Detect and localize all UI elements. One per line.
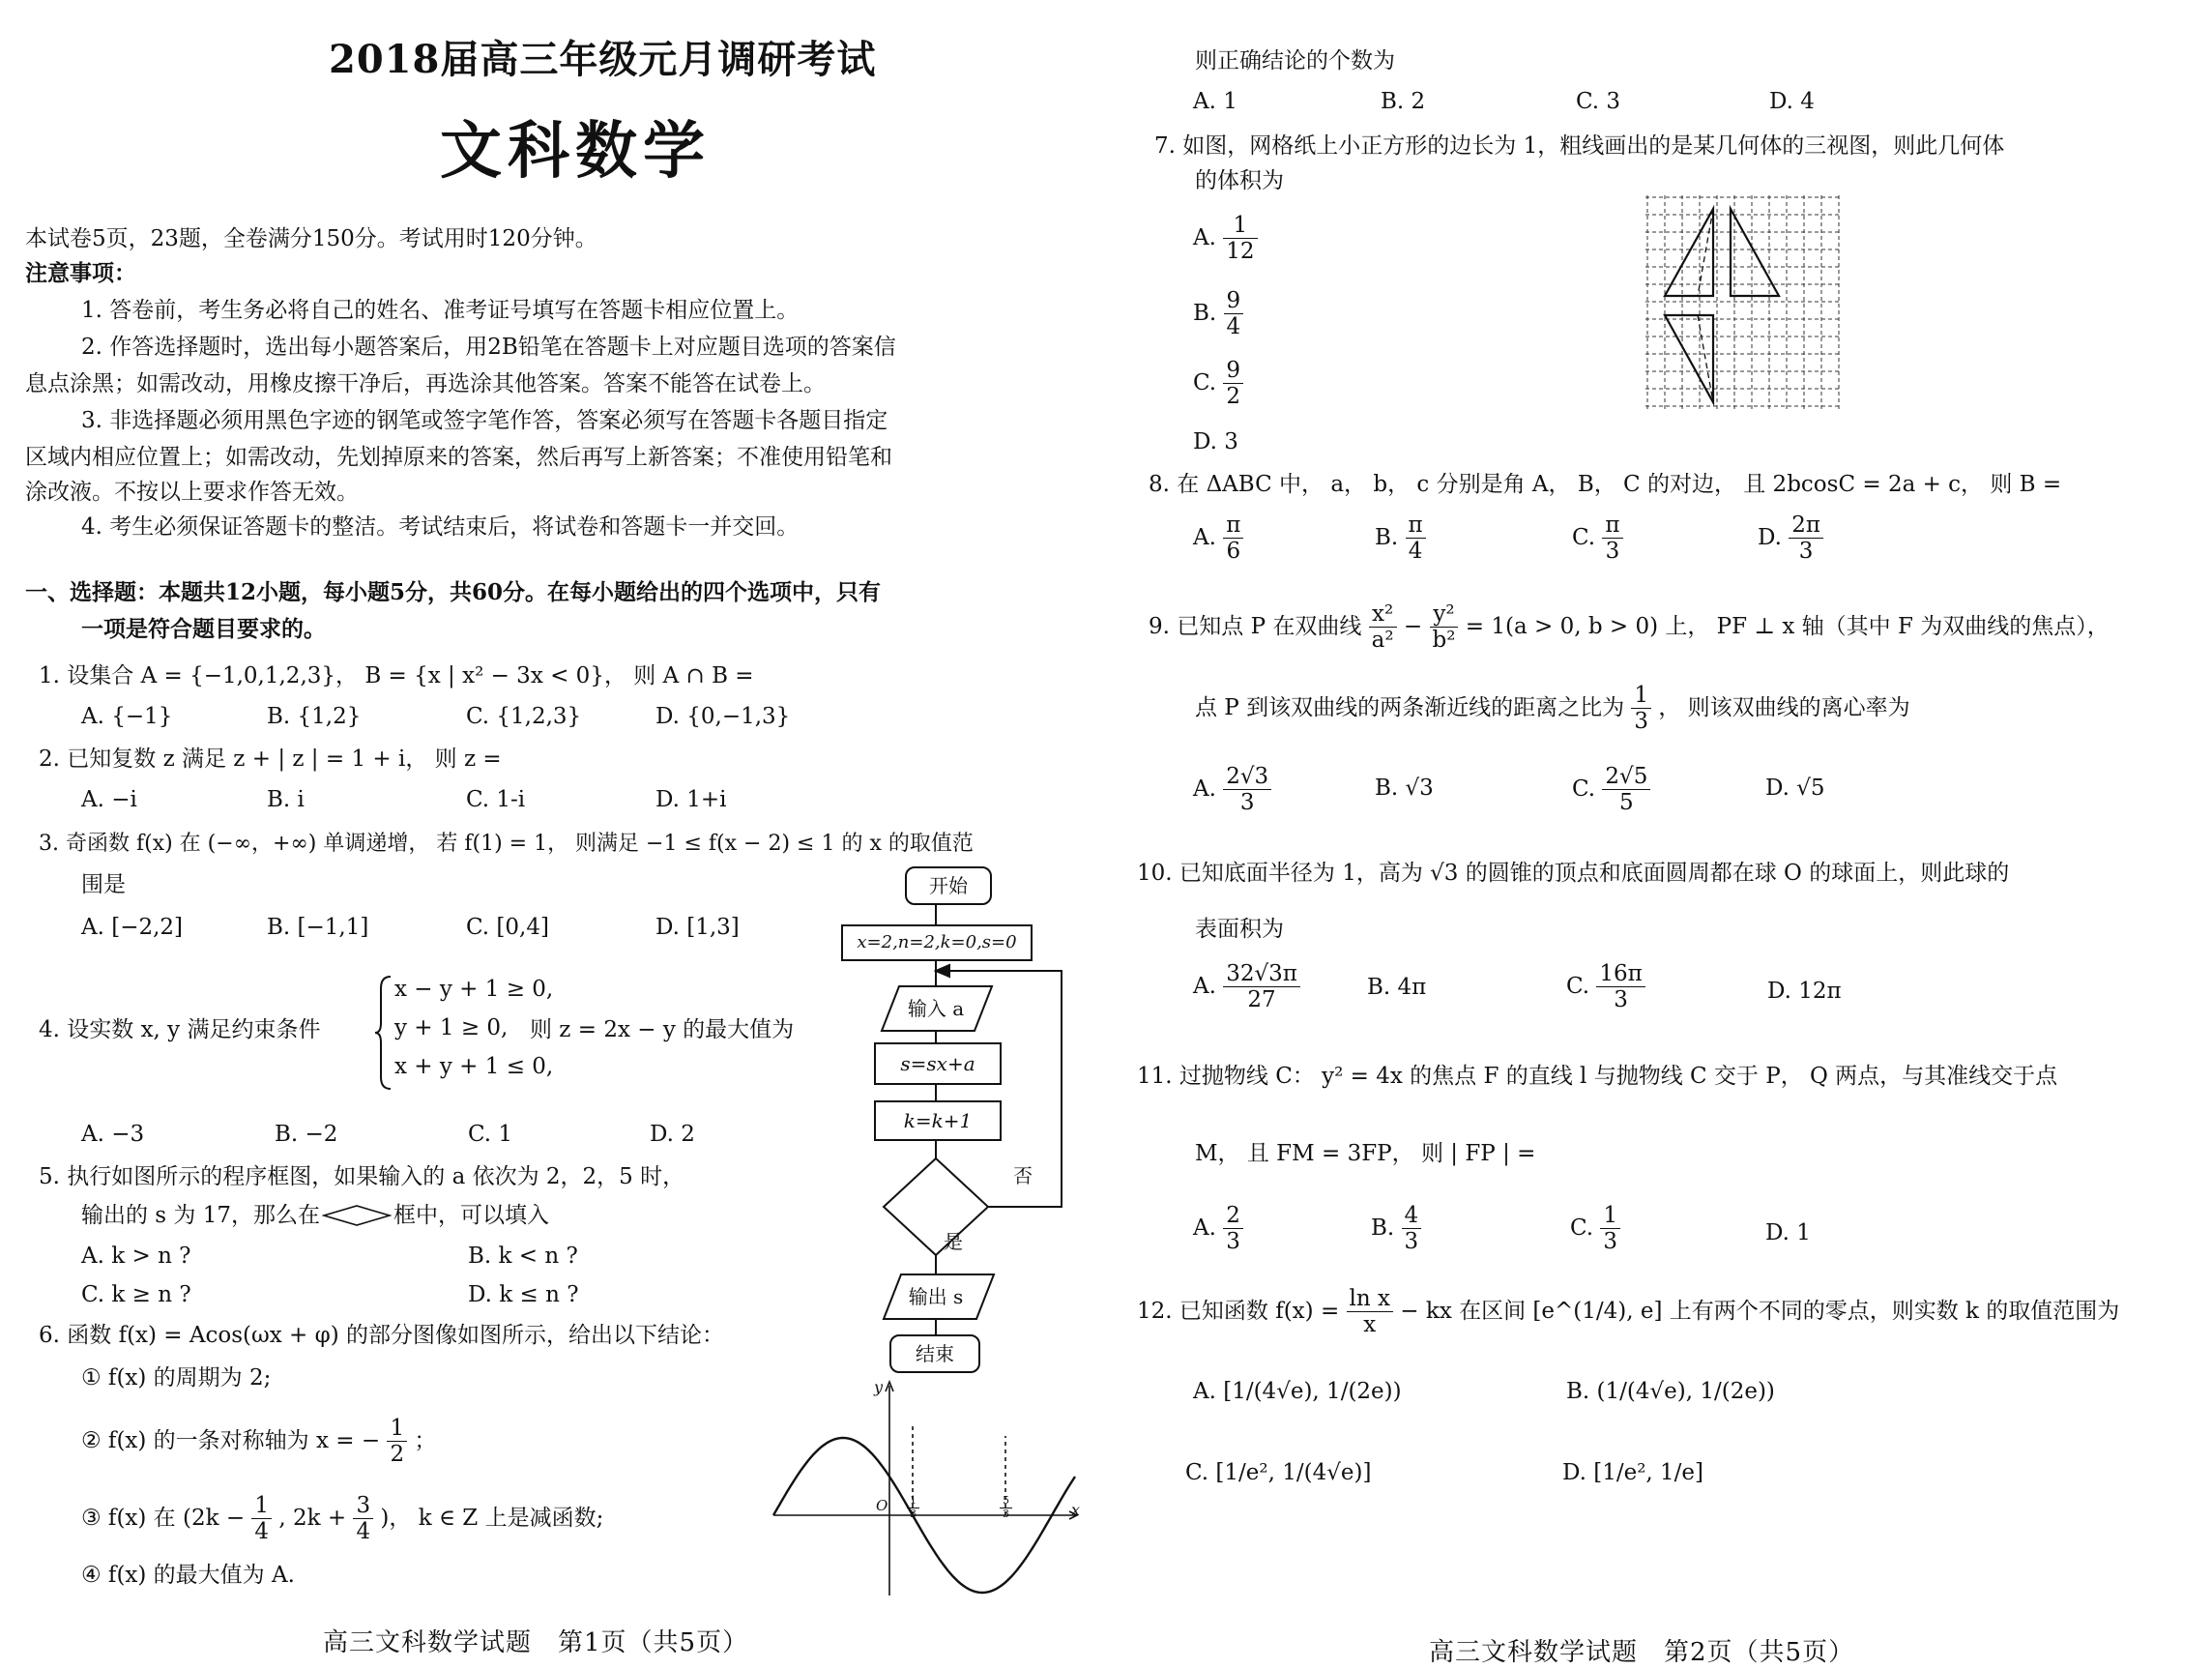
q11-b-label: B.: [1371, 1215, 1395, 1241]
diamond-box-icon: [322, 1204, 392, 1227]
notice-3c: 涂改液。不按以上要求作答无效。: [25, 480, 359, 505]
question-10: 10. 已知底面半径为 1，高为 √3 的圆锥的顶点和底面圆周都在球 O 的球面上，则此球的: [1137, 861, 2010, 886]
q4-objective: 则 z = 2x − y 的最大值为: [530, 1017, 795, 1042]
question-6: 6. 函数 f(x) = Acos(ωx + φ) 的部分图像如图所示，给出以下结论：: [39, 1323, 725, 1348]
q7-option-d: D. 3: [1193, 429, 1238, 454]
q10-c-label: C.: [1566, 973, 1590, 999]
q9-fraction-x: [1369, 601, 1397, 654]
q11-c-fraction: [1600, 1203, 1620, 1255]
q8-d-den: 3: [1798, 539, 1814, 565]
q6-3-fraction-2: [353, 1493, 373, 1545]
q6-3-num1: 1: [251, 1493, 272, 1519]
q9-a-label: A.: [1193, 776, 1216, 802]
q6-2-end: ；: [414, 1427, 437, 1453]
q8-d-label: D.: [1758, 524, 1782, 550]
graph-tick-2-num: 5: [1000, 1495, 1012, 1508]
q8-option-c: [1572, 512, 1623, 565]
q1-option-c: C. {1,2,3}: [466, 704, 582, 729]
q6-3-den1: 4: [254, 1519, 270, 1545]
q6-3-mid: , 2k +: [278, 1505, 347, 1531]
question-7: 7. 如图，网格纸上小正方形的边长为 1，粗线画出的是某几何体的三视图，则此几何体: [1154, 133, 2005, 159]
q11-a-fraction: [1223, 1203, 1243, 1255]
q1-option-a: A. {−1}: [81, 704, 173, 729]
q8-c-fraction: [1602, 512, 1622, 565]
q12-text-end: − kx 在区间 [e^(1/4), e] 上有两个不同的零点，则实数 k 的取值范围为: [1400, 1298, 2120, 1324]
q11-c-label: C.: [1570, 1215, 1594, 1241]
q10-option-b: [1367, 975, 1426, 1000]
q6-option-c: C. 3: [1576, 89, 1621, 114]
notice-2b: 息点涂黑；如需改动，用橡皮擦干净后，再选涂其他答案。答案不能答在试卷上。: [25, 371, 826, 396]
cosine-graph-plot: [770, 1378, 1089, 1600]
flow-update-s: s=sx+a: [874, 1042, 1002, 1085]
q11-option-a: [1193, 1203, 1243, 1255]
q9-d-value: √5: [1796, 776, 1825, 801]
q10-d-label: D.: [1767, 979, 1791, 1004]
q6-statement-1: ① f(x) 的周期为 2;: [81, 1365, 272, 1391]
q11-b-den: 3: [1404, 1229, 1419, 1255]
q9-c-label: C.: [1572, 776, 1596, 802]
q7-c-den: 2: [1226, 384, 1241, 410]
q5-option-c: C. k ≥ n ?: [81, 1282, 191, 1307]
q4-constraint-1: x − y + 1 ≥ 0,: [394, 977, 554, 1002]
q4-option-a: A. −3: [81, 1122, 145, 1147]
exam-page-2: [1112, 0, 2212, 1669]
q8-a-label: A.: [1193, 524, 1216, 550]
graph-tick-1-fraction: [907, 1495, 919, 1520]
section-heading: 一、选择题：本题共12小题，每小题5分，共60分。在每小题给出的四个选项中，只有: [25, 579, 882, 605]
q5-text-before: 输出的 s 为 17，那么在: [81, 1203, 321, 1228]
q3-option-a: A. [−2,2]: [81, 915, 184, 940]
exam-title: 2018届高三年级元月调研考试: [329, 37, 877, 82]
q9-c-num: 2√5: [1602, 764, 1650, 790]
q7-a-fraction: [1223, 213, 1257, 265]
q9-option-d: [1765, 776, 1825, 801]
q6-option-b: B. 2: [1381, 89, 1426, 114]
q9-fraction-y: [1430, 601, 1459, 654]
q1-option-b: B. {1,2}: [267, 704, 362, 729]
q10-option-d: [1767, 979, 1842, 1004]
q9-option-c: [1572, 764, 1650, 816]
graph-x-label: x: [1071, 1501, 1081, 1519]
q10-option-c: [1566, 961, 1645, 1013]
q10-c-den: 3: [1614, 987, 1628, 1013]
q4-constraint-2: y + 1 ≥ 0,: [394, 1015, 509, 1040]
q6-3-num2: 3: [353, 1493, 373, 1519]
question-1: 1. 设集合 A = {−1,0,1,2,3}， B = {x | x² − 3x < 0}， 则 A ∩ B =: [39, 663, 754, 688]
q10-c-fraction: [1596, 961, 1644, 1013]
q8-c-label: C.: [1572, 524, 1596, 550]
q5-option-a: A. k > n ?: [81, 1244, 191, 1269]
graph-origin-label: O: [876, 1497, 888, 1514]
question-9: [1149, 601, 2110, 654]
q9-minus: −: [1403, 613, 1423, 639]
flow-start: 开始: [905, 866, 992, 905]
subject-title: 文科数学: [440, 115, 711, 188]
q1-option-d: D. {0,−1,3}: [655, 704, 791, 729]
q11-a-label: A.: [1193, 1215, 1216, 1241]
notice-3b: 区域内相应位置上；如需改动，先划掉原来的答案，然后再写上新答案；不准使用铅笔和: [25, 445, 892, 470]
q6-option-a: A. 1: [1193, 89, 1237, 114]
q9-text-end: = 1(a > 0, b > 0) 上， PF ⊥ x 轴（其中 F 为双曲线的焦点），: [1465, 613, 2110, 639]
grid-lines: [1645, 195, 1841, 412]
q7-option-a: [1193, 213, 1258, 265]
notice-2a: 2. 作答选择题时，选出每小题答案后，用2B铅笔在答题卡上对应题目选项的答案信: [81, 335, 896, 360]
graph-tick-1-num: 1: [907, 1495, 919, 1508]
question-7-cont: 的体积为: [1195, 168, 1284, 193]
q9-option-b: [1375, 776, 1434, 801]
q4-option-d: D. 2: [650, 1122, 695, 1147]
q12-text: 12. 已知函数 f(x) =: [1137, 1298, 1340, 1324]
q8-c-num: π: [1602, 512, 1622, 539]
q8-a-num: π: [1223, 512, 1243, 539]
brace-icon: [375, 975, 393, 1091]
q9-a-num: 2√3: [1223, 764, 1271, 790]
q8-b-num: π: [1406, 512, 1426, 539]
q9-y-den: b²: [1432, 628, 1456, 654]
q3-option-c: C. [0,4]: [466, 915, 549, 940]
q9-a-den: 3: [1239, 790, 1255, 816]
q9-a-fraction: [1223, 764, 1271, 816]
flow-yes-label: 是: [944, 1230, 963, 1253]
q6-2-den: 2: [390, 1442, 405, 1468]
q12-option-d: D. [1/e², 1/e]: [1562, 1460, 1704, 1485]
question-4: 4. 设实数 x, y 满足约束条件: [39, 1017, 321, 1042]
q5-option-b: B. k < n ?: [468, 1244, 578, 1269]
q11-d-label: D.: [1765, 1220, 1790, 1245]
flow-input: 输入 a: [907, 997, 965, 1020]
q10-a-label: A.: [1193, 973, 1216, 999]
graph-tick-2-fraction: [1000, 1495, 1012, 1520]
question-11: 11. 过抛物线 C： y² = 4x 的焦点 F 的直线 l 与抛物线 C 交于 P， Q 两点，与其准线交于点: [1137, 1064, 2058, 1089]
exam-intro: 本试卷5页，23题，全卷满分150分。考试用时120分钟。: [25, 226, 597, 251]
graph-tick-2-den: 3: [1003, 1507, 1009, 1520]
q5-option-d: D. k ≤ n ?: [468, 1282, 579, 1307]
q9-x-den: a²: [1371, 628, 1394, 654]
q10-a-den: 27: [1247, 987, 1276, 1013]
graph-y-label: y: [874, 1378, 884, 1396]
q11-c-den: 3: [1603, 1229, 1618, 1255]
section-heading-cont: 一项是符合题目要求的。: [81, 616, 326, 642]
question-10-cont: 表面积为: [1195, 917, 1284, 942]
q7-b-den: 4: [1226, 314, 1241, 340]
q6-3-fraction-1: [251, 1493, 272, 1545]
question-5-cont: [81, 1201, 549, 1230]
notice-3a: 3. 非选择题必须用黑色字迹的钢笔或签字笔作答，答案必须写在答题卡各题目指定: [81, 408, 888, 433]
q8-b-fraction: [1406, 512, 1426, 565]
q8-d-fraction: [1789, 512, 1823, 565]
q7-a-label: A.: [1193, 224, 1216, 250]
q4-option-b: B. −2: [275, 1122, 338, 1147]
q7-b-num: 9: [1224, 288, 1244, 314]
q9-y-num: y²: [1430, 601, 1459, 628]
q2-option-b: B. i: [267, 787, 305, 812]
q5-text-after: 框中，可以填入: [393, 1203, 550, 1228]
page-2-footer: 高三文科数学试题 第2页（共5页）: [1429, 1638, 1855, 1667]
q7-c-num: 9: [1223, 358, 1243, 384]
notice-heading: 注意事项：: [25, 260, 136, 286]
q6-2-fraction: [387, 1416, 407, 1468]
q11-option-b: [1371, 1203, 1421, 1255]
question-8: 8. 在 ΔABC 中， a， b， c 分别是角 A， B， C 的对边， 且 2bcosC = 2a + c， 则 B =: [1149, 472, 2062, 497]
flow-output: 输出 s: [908, 1285, 964, 1308]
q11-b-num: 4: [1402, 1203, 1422, 1229]
question-6-tail: 则正确结论的个数为: [1195, 48, 1395, 73]
graph-tick-2: [1000, 1495, 1012, 1520]
q7-b-label: B.: [1193, 300, 1217, 326]
q6-statement-3: [81, 1493, 603, 1545]
q7-option-c: [1193, 358, 1243, 410]
q9-d-label: D.: [1765, 776, 1790, 801]
q9-c-fraction: [1602, 764, 1650, 816]
q10-d-value: 12π: [1798, 979, 1842, 1004]
q11-a-num: 2: [1223, 1203, 1243, 1229]
question-3-cont: 围是: [81, 872, 126, 897]
question-11-cont: M， 且 FM = 3FP， 则 | FP | =: [1195, 1141, 1536, 1166]
graph-tick-1: [907, 1495, 919, 1520]
q2-option-c: C. 1-i: [466, 787, 526, 812]
q10-c-num: 16π: [1596, 961, 1644, 987]
flow-no-label: 否: [1013, 1164, 1033, 1187]
q8-a-den: 6: [1226, 539, 1241, 565]
q12-den: x: [1363, 1312, 1377, 1338]
q9-c-den: 5: [1619, 790, 1634, 816]
q7-c-fraction: [1223, 358, 1243, 410]
q4-constraint-3: x + y + 1 ≤ 0,: [394, 1054, 554, 1079]
q7-a-num: 1: [1223, 213, 1257, 239]
q7-a-den: 12: [1226, 239, 1255, 265]
notice-1: 1. 答卷前，考生务必将自己的姓名、准考证号填写在答题卡相应位置上。: [81, 298, 800, 323]
q7-b-fraction: [1224, 288, 1244, 340]
q8-c-den: 3: [1605, 539, 1620, 565]
q12-option-c: C. [1/e², 1/(4√e)]: [1185, 1460, 1372, 1485]
q9b-den: 3: [1634, 709, 1649, 735]
q12-num: ln x: [1347, 1286, 1393, 1312]
q10-option-a: [1193, 961, 1300, 1013]
q9-b-label: B.: [1375, 776, 1399, 801]
q2-option-d: D. 1+i: [655, 787, 727, 812]
q9-x-num: x²: [1369, 601, 1397, 628]
q10-a-fraction: [1223, 961, 1300, 1013]
graph-tick-1-den: 3: [910, 1507, 917, 1520]
q3-option-d: D. [1,3]: [655, 915, 740, 940]
q8-b-label: B.: [1375, 524, 1399, 550]
q9b-text: 点 P 到该双曲线的两条渐近线的距离之比为: [1195, 694, 1625, 720]
three-view-figure: [1642, 191, 1845, 416]
notice-4: 4. 考生必须保证答题卡的整洁。考试结束后，将试卷和答题卡一并交回。: [81, 514, 800, 540]
q11-a-den: 3: [1226, 1229, 1240, 1255]
q12-option-a: A. [1/(4√e), 1/(2e)): [1193, 1379, 1402, 1404]
q9b-fraction: [1631, 683, 1651, 735]
q9b-num: 1: [1631, 683, 1651, 709]
q11-b-fraction: [1402, 1203, 1422, 1255]
flow-update-k: k=k+1: [874, 1100, 1002, 1141]
q10-b-value: 4π: [1397, 975, 1427, 1000]
q9-b-value: √3: [1405, 776, 1434, 801]
q8-option-b: [1375, 512, 1426, 565]
q8-option-d: [1758, 512, 1823, 565]
q6-2-text: ② f(x) 的一条对称轴为 x = −: [81, 1427, 381, 1453]
question-2: 2. 已知复数 z 满足 z + | z | = 1 + i， 则 z =: [39, 747, 502, 772]
question-5: 5. 执行如图所示的程序框图，如果输入的 a 依次为 2，2，5 时，: [39, 1164, 685, 1189]
q6-3-den2: 4: [356, 1519, 371, 1545]
flow-init: x=2,n=2,k=0,s=0: [841, 924, 1033, 961]
q8-option-a: [1193, 512, 1243, 565]
q12-option-b: B. (1/(4√e), 1/(2e)): [1566, 1379, 1775, 1404]
q11-d-value: 1: [1796, 1220, 1811, 1245]
q4-option-c: C. 1: [468, 1122, 513, 1147]
question-9-cont: [1195, 683, 1910, 735]
q10-a-num: 32√3π: [1223, 961, 1300, 987]
q6-option-d: D. 4: [1769, 89, 1815, 114]
q6-2-num: 1: [387, 1416, 407, 1442]
q9-text: 9. 已知点 P 在双曲线: [1149, 613, 1362, 639]
q9-option-a: [1193, 764, 1271, 816]
flow-end: 结束: [889, 1334, 980, 1373]
question-12: [1137, 1286, 2119, 1338]
q7-c-label: C.: [1193, 369, 1217, 395]
q8-a-fraction: [1223, 512, 1243, 565]
q9b-text-end: ， 则该双曲线的离心率为: [1658, 694, 1910, 720]
q8-d-num: 2π: [1789, 512, 1823, 539]
q8-b-den: 4: [1408, 539, 1423, 565]
q12-fraction: [1347, 1286, 1393, 1338]
question-3: 3. 奇函数 f(x) 在 (−∞，+∞) 单调递增， 若 f(1) = 1， 则满足 −1 ≤ f(x − 2) ≤ 1 的 x 的取值范: [39, 832, 974, 856]
q11-option-c: [1570, 1203, 1620, 1255]
q6-statement-2: [81, 1416, 436, 1468]
page-1-footer: 高三文科数学试题 第1页（共5页）: [323, 1628, 749, 1657]
q6-statement-4: ④ f(x) 的最大值为 A.: [81, 1563, 295, 1588]
q11-option-d: [1765, 1220, 1811, 1245]
q6-3-text: ③ f(x) 在 (2k −: [81, 1505, 246, 1531]
q6-3-end: )， k ∈ Z 上是减函数;: [380, 1505, 604, 1531]
q11-c-num: 1: [1600, 1203, 1620, 1229]
q10-b-label: B.: [1367, 975, 1391, 1000]
q2-option-a: A. −i: [81, 787, 137, 812]
q7-option-b: [1193, 288, 1243, 340]
q3-option-b: B. [−1,1]: [267, 915, 369, 940]
